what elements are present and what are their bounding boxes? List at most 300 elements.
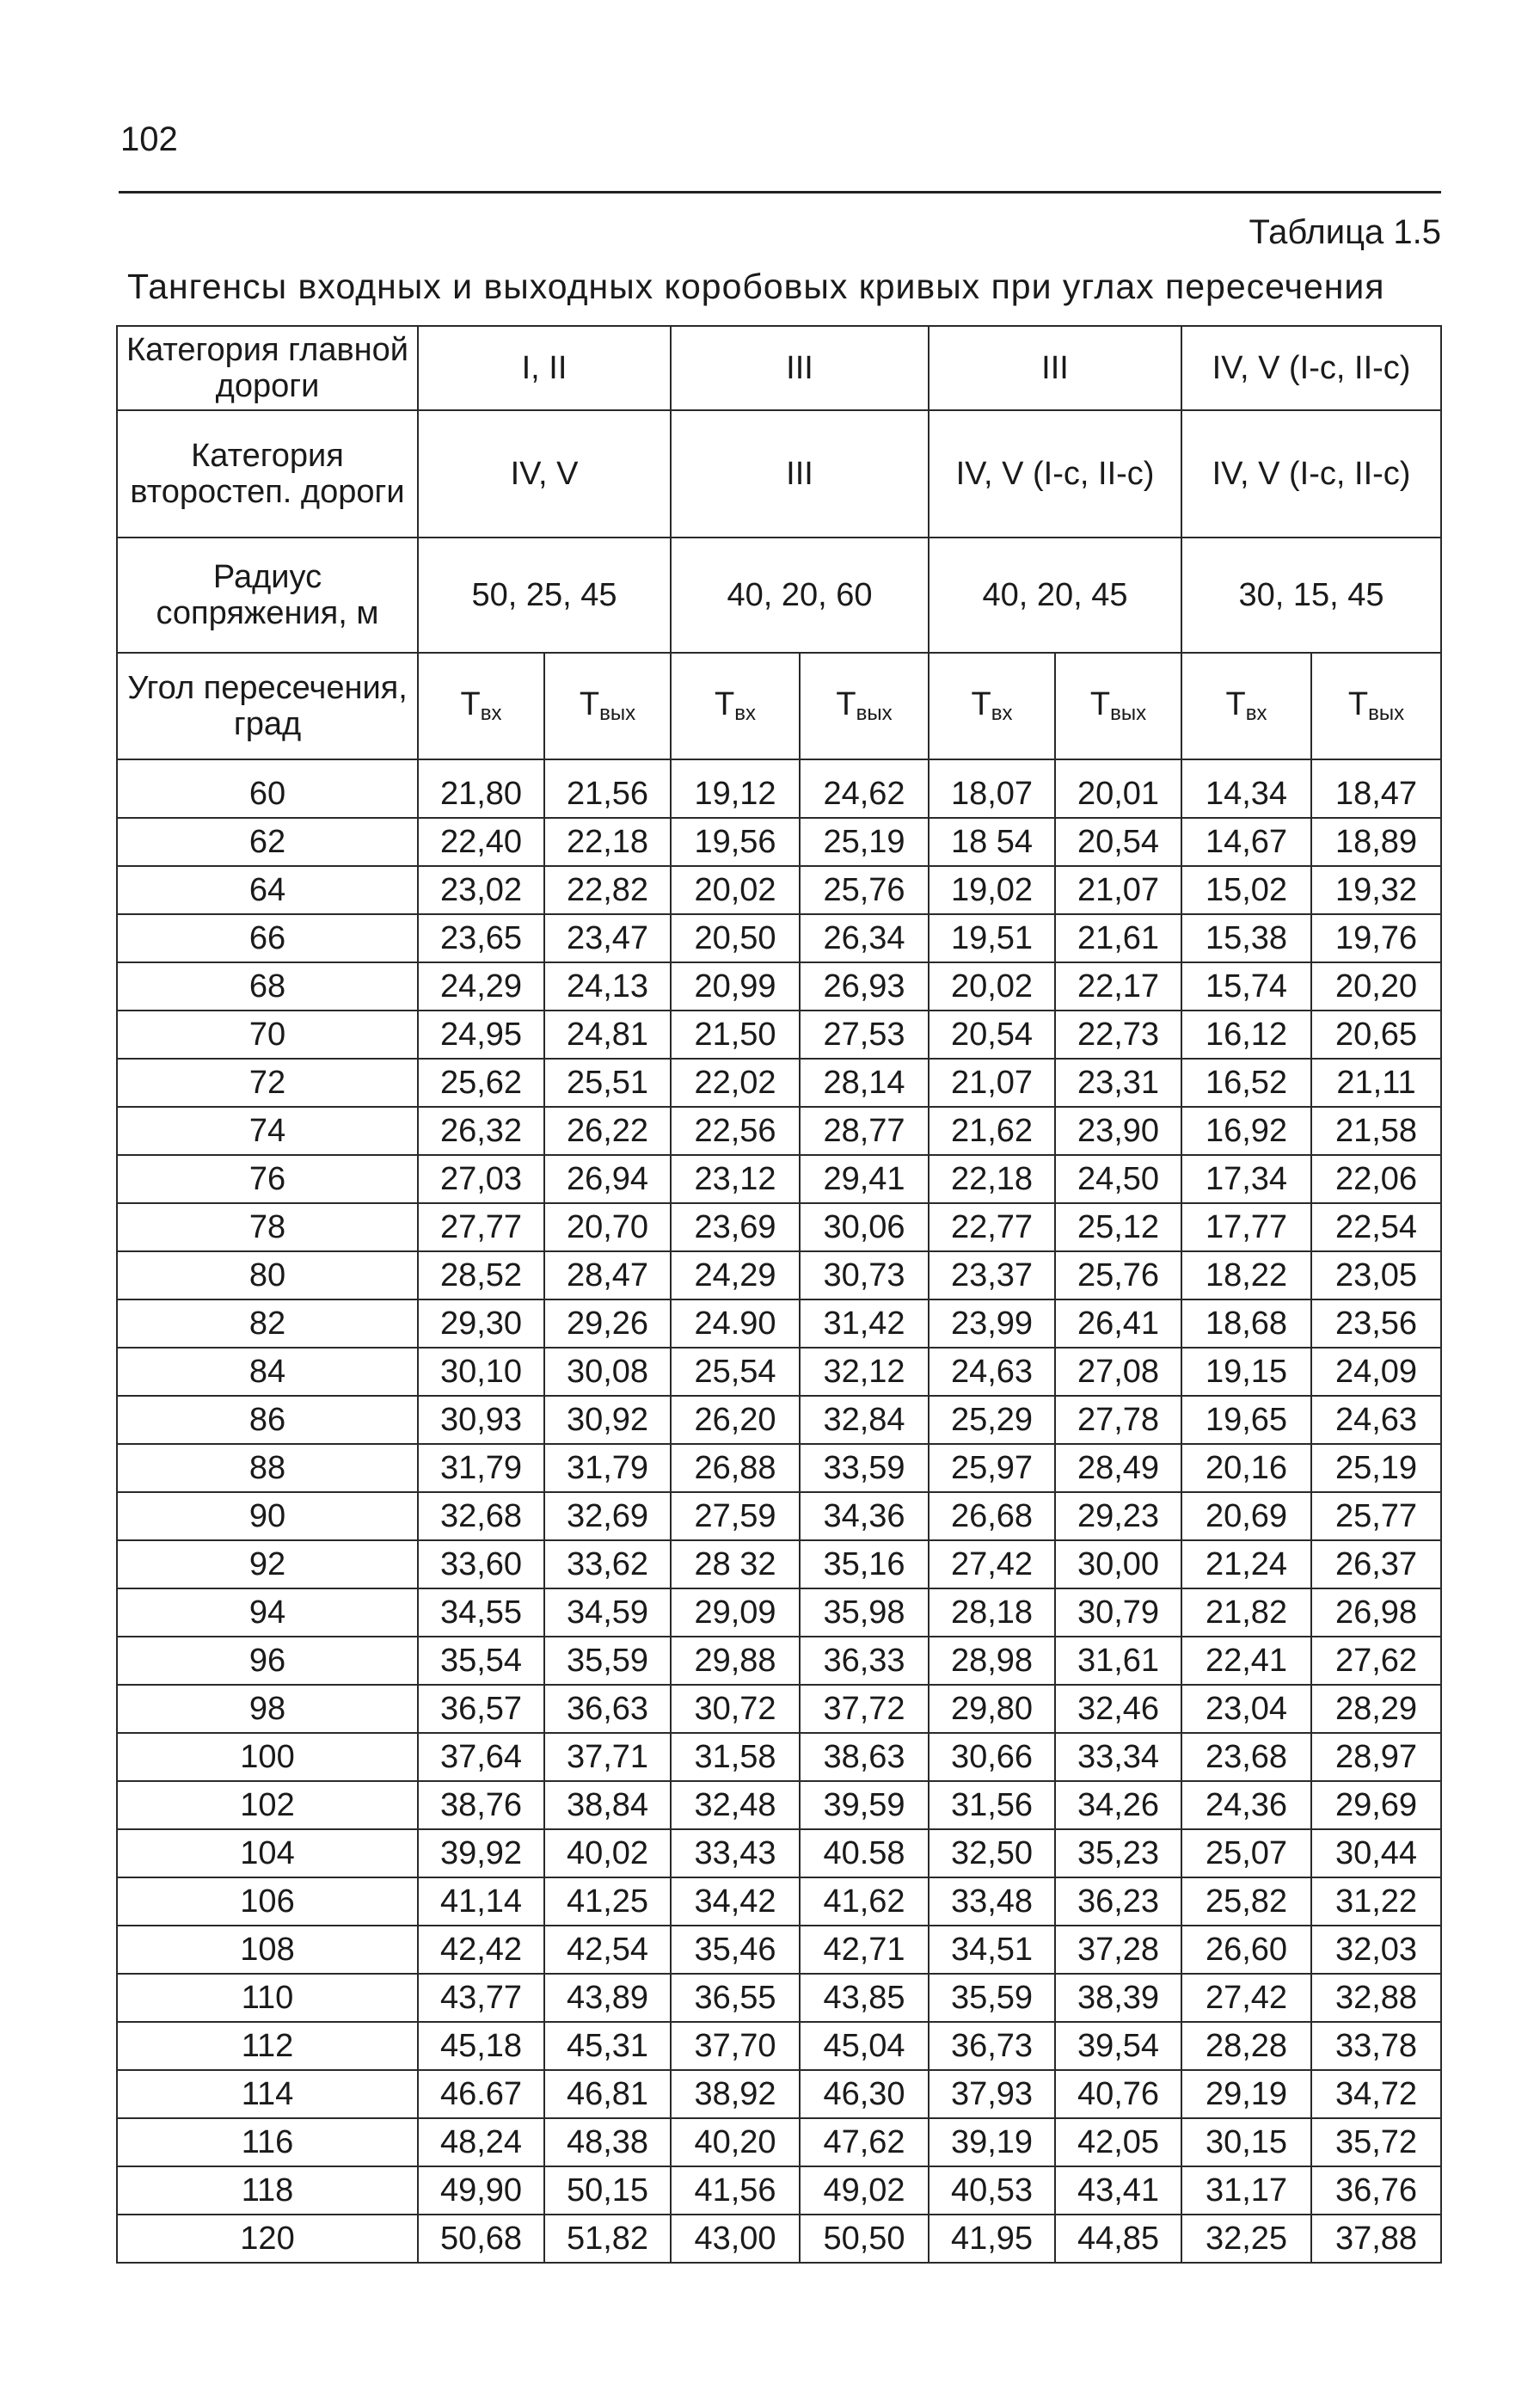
tangent-cell: 32,69 — [544, 1492, 671, 1540]
t-symbol: T — [1225, 686, 1246, 722]
tangent-cell: 38,92 — [671, 2070, 800, 2118]
tangent-cell: 35,46 — [671, 1926, 800, 1974]
tangent-cell: 26,88 — [671, 1444, 800, 1492]
tangent-cell: 45,04 — [800, 2022, 929, 2070]
tangent-cell: 24,81 — [544, 1011, 671, 1059]
tangent-cell: 31,79 — [418, 1444, 544, 1492]
tangent-cell: 26,60 — [1181, 1926, 1311, 1974]
radius-cell: 30, 15, 45 — [1181, 538, 1441, 653]
angle-cell: 86 — [117, 1396, 418, 1444]
tangent-cell: 18,68 — [1181, 1299, 1311, 1348]
radius-cell: 40, 20, 45 — [929, 538, 1181, 653]
tangent-cell: 50,15 — [544, 2166, 671, 2215]
tangent-cell: 30,92 — [544, 1396, 671, 1444]
tangent-cell: 27,59 — [671, 1492, 800, 1540]
tangent-cell: 24,62 — [800, 759, 929, 818]
page-number: 102 — [120, 120, 178, 158]
tangent-cell: 15,74 — [1181, 962, 1311, 1011]
tangent-cell: 19,12 — [671, 759, 800, 818]
tangent-cell: 31,79 — [544, 1444, 671, 1492]
tangent-cell: 21,62 — [929, 1107, 1055, 1155]
tangent-cell: 23,56 — [1311, 1299, 1441, 1348]
angle-cell: 72 — [117, 1059, 418, 1107]
tangent-cell: 28,29 — [1311, 1685, 1441, 1733]
table-row — [117, 1492, 1441, 1540]
tangent-cell: 19,65 — [1181, 1396, 1311, 1444]
angle-label: Угол пересечения, град — [117, 653, 418, 759]
angle-header-row — [117, 653, 1441, 759]
tangent-cell: 22,02 — [671, 1059, 800, 1107]
tangent-cell: 14,34 — [1181, 759, 1311, 818]
tangent-cell: 25,62 — [418, 1059, 544, 1107]
tangent-cell: 14,67 — [1181, 818, 1311, 866]
tangent-cell: 29,80 — [929, 1685, 1055, 1733]
tangent-cell: 24,50 — [1055, 1155, 1181, 1203]
tangent-cell: 28,97 — [1311, 1733, 1441, 1781]
tangent-cell: 30,15 — [1181, 2118, 1311, 2166]
tangent-cell: 32,03 — [1311, 1926, 1441, 1974]
angle-cell: 98 — [117, 1685, 418, 1733]
tangent-cell: 33,34 — [1055, 1733, 1181, 1781]
main-road-category-cell: III — [671, 326, 929, 410]
tangent-cell: 18,22 — [1181, 1251, 1311, 1299]
tangent-cell: 28,98 — [929, 1637, 1055, 1685]
t-out-header — [1055, 653, 1181, 759]
main-road-category-row — [117, 326, 1441, 410]
tangent-cell: 42,71 — [800, 1926, 929, 1974]
table-row — [117, 2070, 1441, 2118]
tangent-cell: 20,20 — [1311, 962, 1441, 1011]
tangent-cell: 16,92 — [1181, 1107, 1311, 1155]
tangent-cell: 24,36 — [1181, 1781, 1311, 1829]
tangent-cell: 35,54 — [418, 1637, 544, 1685]
secondary-road-category-cell: IV, V (I-c, II-c) — [1181, 410, 1441, 538]
tangent-cell: 41,56 — [671, 2166, 800, 2215]
table-row — [117, 2215, 1441, 2263]
tangent-cell: 28 32 — [671, 1540, 800, 1588]
tangent-cell: 34,26 — [1055, 1781, 1181, 1829]
tangent-table — [116, 325, 1442, 2264]
tangent-cell: 19,56 — [671, 818, 800, 866]
angle-cell: 90 — [117, 1492, 418, 1540]
tangent-cell: 43,85 — [800, 1974, 929, 2022]
tangent-cell: 28,49 — [1055, 1444, 1181, 1492]
tangent-cell: 26,98 — [1311, 1588, 1441, 1637]
tangent-cell: 36,63 — [544, 1685, 671, 1733]
tangent-cell: 42,54 — [544, 1926, 671, 1974]
tangent-cell: 20,54 — [929, 1011, 1055, 1059]
tangent-cell: 40,02 — [544, 1829, 671, 1877]
tangent-cell: 36,33 — [800, 1637, 929, 1685]
tangent-cell: 33,48 — [929, 1877, 1055, 1926]
angle-cell: 114 — [117, 2070, 418, 2118]
tangent-cell: 30,06 — [800, 1203, 929, 1251]
tangent-cell: 22,17 — [1055, 962, 1181, 1011]
tangent-cell: 21,24 — [1181, 1540, 1311, 1588]
tangent-cell: 30,00 — [1055, 1540, 1181, 1588]
tangent-cell: 30,79 — [1055, 1588, 1181, 1637]
t-in-header — [671, 653, 800, 759]
tangent-cell: 45,18 — [418, 2022, 544, 2070]
tangent-cell: 26,32 — [418, 1107, 544, 1155]
tangent-cell: 40,76 — [1055, 2070, 1181, 2118]
angle-cell: 70 — [117, 1011, 418, 1059]
tangent-cell: 40.58 — [800, 1829, 929, 1877]
tangent-cell: 18 54 — [929, 818, 1055, 866]
tangent-cell: 34,51 — [929, 1926, 1055, 1974]
tangent-cell: 21,07 — [1055, 866, 1181, 914]
tangent-cell: 48,24 — [418, 2118, 544, 2166]
tangent-cell: 35,59 — [544, 1637, 671, 1685]
tangent-cell: 22,41 — [1181, 1637, 1311, 1685]
tangent-cell: 24,63 — [929, 1348, 1055, 1396]
tangent-cell: 28,14 — [800, 1059, 929, 1107]
t-symbol: T — [1089, 686, 1111, 722]
tangent-cell: 25,29 — [929, 1396, 1055, 1444]
secondary-road-category-cell: IV, V — [418, 410, 671, 538]
secondary-road-category-row — [117, 410, 1441, 538]
t-subscript: вых — [856, 702, 893, 725]
tangent-cell: 16,52 — [1181, 1059, 1311, 1107]
tangent-cell: 25,07 — [1181, 1829, 1311, 1877]
t-symbol: T — [715, 686, 735, 722]
tangent-cell: 22,77 — [929, 1203, 1055, 1251]
tangent-cell: 26,37 — [1311, 1540, 1441, 1588]
angle-cell: 66 — [117, 914, 418, 962]
tangent-cell: 26,94 — [544, 1155, 671, 1203]
tangent-cell: 36,55 — [671, 1974, 800, 2022]
tangent-cell: 23,12 — [671, 1155, 800, 1203]
secondary-road-category-cell: IV, V (I-c, II-c) — [929, 410, 1181, 538]
tangent-cell: 26,34 — [800, 914, 929, 962]
tangent-cell: 46,30 — [800, 2070, 929, 2118]
tangent-cell: 21,50 — [671, 1011, 800, 1059]
tangent-cell: 28,28 — [1181, 2022, 1311, 2070]
tangent-cell: 30,72 — [671, 1685, 800, 1733]
tangent-cell: 35,72 — [1311, 2118, 1441, 2166]
tangent-cell: 37,70 — [671, 2022, 800, 2070]
angle-cell: 68 — [117, 962, 418, 1011]
angle-cell: 108 — [117, 1926, 418, 1974]
table-row — [117, 2118, 1441, 2166]
tangent-cell: 25,97 — [929, 1444, 1055, 1492]
tangent-cell: 37,64 — [418, 1733, 544, 1781]
tangent-cell: 36,73 — [929, 2022, 1055, 2070]
radius-label: Радиус сопряжения, м — [117, 538, 418, 653]
table-row — [117, 914, 1441, 962]
tangent-cell: 22,40 — [418, 818, 544, 866]
tangent-cell: 23,68 — [1181, 1733, 1311, 1781]
angle-cell: 116 — [117, 2118, 418, 2166]
t-in-header — [1181, 653, 1311, 759]
t-symbol: T — [579, 686, 600, 722]
tangent-cell: 30,66 — [929, 1733, 1055, 1781]
t-out-header — [800, 653, 929, 759]
radius-row — [117, 538, 1441, 653]
tangent-cell: 37,72 — [800, 1685, 929, 1733]
tangent-cell: 23,02 — [418, 866, 544, 914]
tangent-cell: 31,22 — [1311, 1877, 1441, 1926]
tangent-cell: 45,31 — [544, 2022, 671, 2070]
tangent-cell: 21,07 — [929, 1059, 1055, 1107]
tangent-cell: 20,69 — [1181, 1492, 1311, 1540]
tangent-cell: 25,12 — [1055, 1203, 1181, 1251]
table-row — [117, 1396, 1441, 1444]
tangent-cell: 27,78 — [1055, 1396, 1181, 1444]
angle-cell: 76 — [117, 1155, 418, 1203]
tangent-cell: 27,08 — [1055, 1348, 1181, 1396]
tangent-cell: 25,76 — [1055, 1251, 1181, 1299]
angle-cell: 102 — [117, 1781, 418, 1829]
tangent-cell: 22,54 — [1311, 1203, 1441, 1251]
tangent-cell: 23,37 — [929, 1251, 1055, 1299]
table-title: Тангенсы входных и выходных коробовых кривых при углах пересечения — [127, 267, 1385, 306]
tangent-cell: 47,62 — [800, 2118, 929, 2166]
tangent-cell: 49,02 — [800, 2166, 929, 2215]
angle-cell: 110 — [117, 1974, 418, 2022]
tangent-cell: 32,46 — [1055, 1685, 1181, 1733]
tangent-cell: 30,08 — [544, 1348, 671, 1396]
angle-cell: 80 — [117, 1251, 418, 1299]
tangent-cell: 40,20 — [671, 2118, 800, 2166]
angle-cell: 100 — [117, 1733, 418, 1781]
tangent-cell: 20,99 — [671, 962, 800, 1011]
main-road-category-cell: IV, V (I-c, II-c) — [1181, 326, 1441, 410]
tangent-cell: 27,62 — [1311, 1637, 1441, 1685]
tangent-cell: 28,77 — [800, 1107, 929, 1155]
tangent-cell: 33,78 — [1311, 2022, 1441, 2070]
tangent-cell: 32,50 — [929, 1829, 1055, 1877]
tangent-cell: 18,07 — [929, 759, 1055, 818]
tangent-cell: 19,15 — [1181, 1348, 1311, 1396]
table-row — [117, 962, 1441, 1011]
tangent-cell: 26,22 — [544, 1107, 671, 1155]
tangent-cell: 15,02 — [1181, 866, 1311, 914]
t-subscript: вх — [480, 702, 502, 725]
tangent-cell: 22,06 — [1311, 1155, 1441, 1203]
tangent-cell: 32,12 — [800, 1348, 929, 1396]
tangent-cell: 17,77 — [1181, 1203, 1311, 1251]
tangent-cell: 25,19 — [1311, 1444, 1441, 1492]
tangent-cell: 29,30 — [418, 1299, 544, 1348]
angle-cell: 96 — [117, 1637, 418, 1685]
tangent-cell: 28,18 — [929, 1588, 1055, 1637]
radius-cell: 40, 20, 60 — [671, 538, 929, 653]
tangent-cell: 20,02 — [929, 962, 1055, 1011]
tangent-cell: 50,50 — [800, 2215, 929, 2263]
tangent-cell: 39,19 — [929, 2118, 1055, 2166]
tangent-cell: 24,09 — [1311, 1348, 1441, 1396]
tangent-cell: 38,84 — [544, 1781, 671, 1829]
tangent-cell: 20,65 — [1311, 1011, 1441, 1059]
tangent-cell: 34,42 — [671, 1877, 800, 1926]
tangent-cell: 27,53 — [800, 1011, 929, 1059]
tangent-cell: 17,34 — [1181, 1155, 1311, 1203]
t-symbol: T — [460, 686, 481, 722]
tangent-cell: 37,28 — [1055, 1926, 1181, 1974]
table-row — [117, 1107, 1441, 1155]
tangent-cell: 34,36 — [800, 1492, 929, 1540]
angle-cell: 64 — [117, 866, 418, 914]
table-row — [117, 1540, 1441, 1588]
tangent-cell: 25,76 — [800, 866, 929, 914]
tangent-cell: 29,69 — [1311, 1781, 1441, 1829]
header-divider — [119, 191, 1441, 194]
tangent-cell: 21,56 — [544, 759, 671, 818]
tangent-cell: 35,59 — [929, 1974, 1055, 2022]
table-row — [117, 1155, 1441, 1203]
tangent-cell: 29,19 — [1181, 2070, 1311, 2118]
radius-cell: 50, 25, 45 — [418, 538, 671, 653]
tangent-cell: 25,77 — [1311, 1492, 1441, 1540]
tangent-cell: 23,90 — [1055, 1107, 1181, 1155]
table-row — [117, 1203, 1441, 1251]
angle-cell: 82 — [117, 1299, 418, 1348]
t-subscript: вх — [991, 702, 1013, 725]
tangent-cell: 32,68 — [418, 1492, 544, 1540]
tangent-cell: 31,58 — [671, 1733, 800, 1781]
tangent-cell: 41,14 — [418, 1877, 544, 1926]
tangent-cell: 35,23 — [1055, 1829, 1181, 1877]
tangent-cell: 44,85 — [1055, 2215, 1181, 2263]
tangent-cell: 28,47 — [544, 1251, 671, 1299]
tangent-cell: 30,73 — [800, 1251, 929, 1299]
table-row — [117, 1637, 1441, 1685]
tangent-cell: 27,77 — [418, 1203, 544, 1251]
tangent-cell: 22,18 — [929, 1155, 1055, 1203]
tangent-cell: 27,42 — [1181, 1974, 1311, 2022]
tangent-cell: 23,47 — [544, 914, 671, 962]
table-row — [117, 1685, 1441, 1733]
secondary-road-category-cell: III — [671, 410, 929, 538]
tangent-cell: 29,09 — [671, 1588, 800, 1637]
tangent-cell: 28,52 — [418, 1251, 544, 1299]
angle-cell: 106 — [117, 1877, 418, 1926]
tangent-cell: 39,54 — [1055, 2022, 1181, 2070]
tangent-cell: 40,53 — [929, 2166, 1055, 2215]
tangent-cell: 20,16 — [1181, 1444, 1311, 1492]
tangent-cell: 35,16 — [800, 1540, 929, 1588]
tangent-cell: 24,29 — [418, 962, 544, 1011]
tangent-cell: 32,25 — [1181, 2215, 1311, 2263]
tangent-cell: 20,50 — [671, 914, 800, 962]
table-label: Таблица 1.5 — [1249, 213, 1441, 251]
table-row — [117, 1733, 1441, 1781]
tangent-cell: 43,00 — [671, 2215, 800, 2263]
tangent-cell: 38,39 — [1055, 1974, 1181, 2022]
tangent-cell: 24,13 — [544, 962, 671, 1011]
angle-cell: 88 — [117, 1444, 418, 1492]
tangent-cell: 41,25 — [544, 1877, 671, 1926]
table-row — [117, 1444, 1441, 1492]
tangent-cell: 37,71 — [544, 1733, 671, 1781]
angle-cell: 92 — [117, 1540, 418, 1588]
tangent-cell: 19,76 — [1311, 914, 1441, 962]
tangent-cell: 33,60 — [418, 1540, 544, 1588]
t-symbol: T — [1347, 686, 1369, 722]
tangent-cell: 36,76 — [1311, 2166, 1441, 2215]
tangent-cell: 34,55 — [418, 1588, 544, 1637]
tangent-cell: 46.67 — [418, 2070, 544, 2118]
tangent-cell: 23,31 — [1055, 1059, 1181, 1107]
main-road-category-cell: III — [929, 326, 1181, 410]
angle-cell: 84 — [117, 1348, 418, 1396]
table-row — [117, 1926, 1441, 1974]
tangent-cell: 19,51 — [929, 914, 1055, 962]
t-subscript: вх — [1245, 702, 1267, 725]
tangent-cell: 30,93 — [418, 1396, 544, 1444]
tangent-cell: 25,19 — [800, 818, 929, 866]
tangent-cell: 18,47 — [1311, 759, 1441, 818]
t-symbol: T — [836, 686, 856, 722]
tangent-cell: 33,43 — [671, 1829, 800, 1877]
tangent-cell: 21,58 — [1311, 1107, 1441, 1155]
tangent-cell: 21,80 — [418, 759, 544, 818]
tangent-cell: 31,61 — [1055, 1637, 1181, 1685]
tangent-cell: 27,03 — [418, 1155, 544, 1203]
tangent-cell: 29,26 — [544, 1299, 671, 1348]
tangent-cell: 24,63 — [1311, 1396, 1441, 1444]
main-road-category-cell: I, II — [418, 326, 671, 410]
tangent-cell: 35,98 — [800, 1588, 929, 1637]
tangent-cell: 22,73 — [1055, 1011, 1181, 1059]
table-row — [117, 866, 1441, 914]
t-subscript: вых — [599, 702, 636, 725]
table-row — [117, 1781, 1441, 1829]
tangent-cell: 42,05 — [1055, 2118, 1181, 2166]
angle-cell: 118 — [117, 2166, 418, 2215]
tangent-cell: 25,54 — [671, 1348, 800, 1396]
t-out-header — [544, 653, 671, 759]
table-row — [117, 1348, 1441, 1396]
tangent-cell: 26,68 — [929, 1492, 1055, 1540]
tangent-cell: 19,32 — [1311, 866, 1441, 914]
tangent-cell: 20,02 — [671, 866, 800, 914]
tangent-cell: 21,82 — [1181, 1588, 1311, 1637]
tangent-cell: 36,23 — [1055, 1877, 1181, 1926]
tangent-cell: 27,42 — [929, 1540, 1055, 1588]
tangent-cell: 23,05 — [1311, 1251, 1441, 1299]
tangent-cell: 50,68 — [418, 2215, 544, 2263]
tangent-cell: 31,42 — [800, 1299, 929, 1348]
tangent-cell: 38,76 — [418, 1781, 544, 1829]
tangent-cell: 22,18 — [544, 818, 671, 866]
table-row — [117, 2022, 1441, 2070]
tangent-cell: 23,69 — [671, 1203, 800, 1251]
t-subscript: вх — [734, 702, 756, 725]
angle-cell: 78 — [117, 1203, 418, 1251]
tangent-cell: 25,82 — [1181, 1877, 1311, 1926]
t-in-header — [929, 653, 1055, 759]
tangent-cell: 48,38 — [544, 2118, 671, 2166]
table-row — [117, 1877, 1441, 1926]
tangent-cell: 32,48 — [671, 1781, 800, 1829]
tangent-cell: 34,59 — [544, 1588, 671, 1637]
table-row — [117, 2166, 1441, 2215]
table-row — [117, 1059, 1441, 1107]
angle-cell: 60 — [117, 759, 418, 818]
tangent-cell: 33,62 — [544, 1540, 671, 1588]
tangent-cell: 16,12 — [1181, 1011, 1311, 1059]
tangent-cell: 23,04 — [1181, 1685, 1311, 1733]
tangent-cell: 41,95 — [929, 2215, 1055, 2263]
tangent-cell: 37,93 — [929, 2070, 1055, 2118]
tangent-cell: 29,88 — [671, 1637, 800, 1685]
tangent-cell: 38,63 — [800, 1733, 929, 1781]
table-row — [117, 1588, 1441, 1637]
t-subscript: вых — [1368, 702, 1405, 725]
t-subscript: вых — [1110, 702, 1147, 725]
